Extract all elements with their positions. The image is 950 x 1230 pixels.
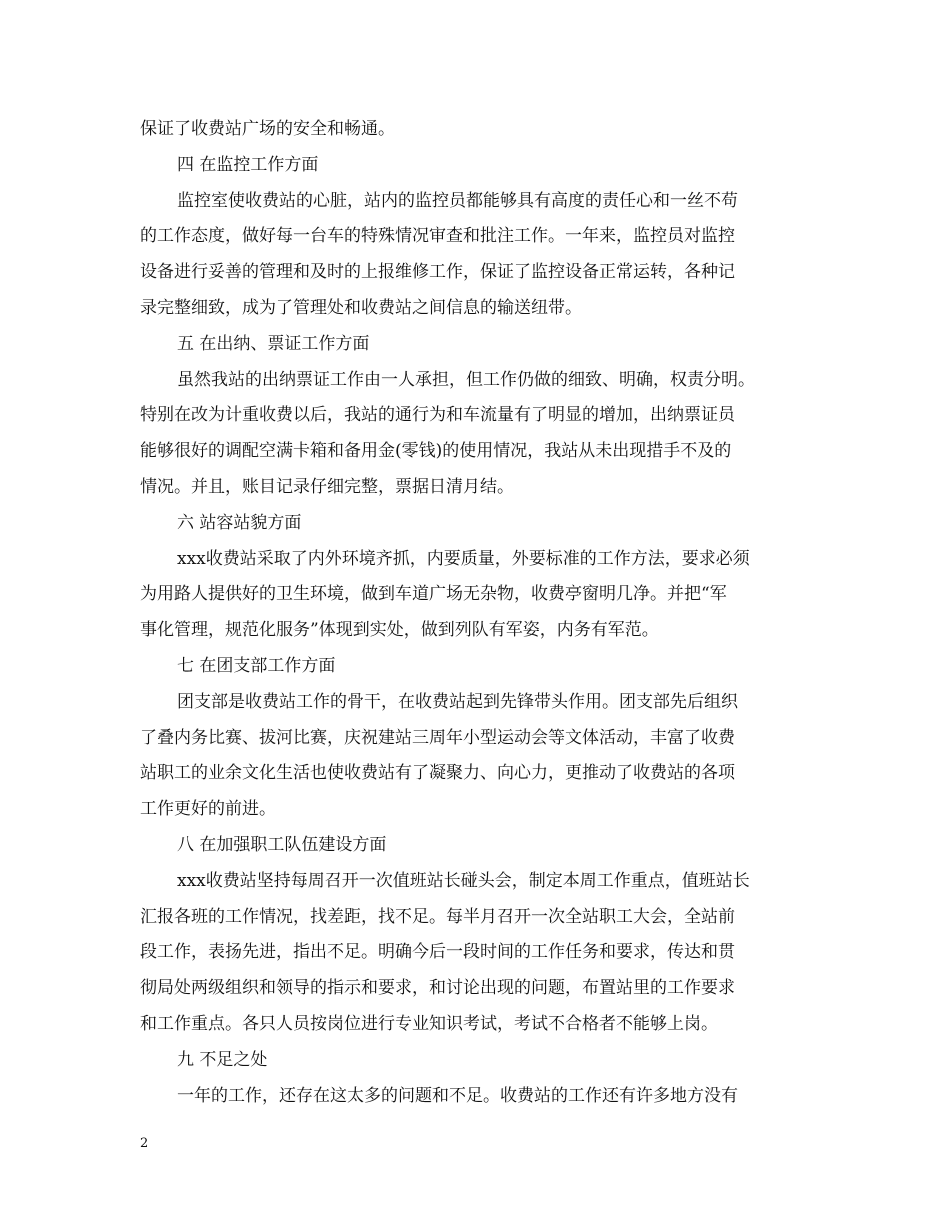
- text-line: 为用路人提供好的卫生环境，做到车道广场无杂物，收费亭窗明几净。并把“军: [140, 584, 727, 605]
- section-heading: 九 不足之处: [177, 1049, 268, 1070]
- text-line: 站职工的业余文化生活也使收费站有了凝聚力、向心力，更推动了收费站的各项: [140, 763, 735, 784]
- text-line: 保证了收费站广场的安全和畅通。: [140, 119, 395, 139]
- text-line: 一年的工作，还存在这太多的问题和不足。收费站的工作还有许多地方没有: [177, 1085, 738, 1106]
- text-line: 的工作态度，做好每一台车的特殊情况审查和批注工作。一年来，监控员对监控: [140, 226, 735, 247]
- text-line: 工作更好的前进。: [140, 799, 276, 820]
- text-line: 情况。并且，账目记录仔细完整，票据日清月结。: [140, 476, 514, 497]
- text-line: 录完整细致，成为了管理处和收费站之间信息的输送纽带。: [140, 297, 582, 318]
- section-heading: 八 在加强职工队伍建设方面: [177, 834, 387, 855]
- text-line: 团支部是收费站工作的骨干，在收费站起到先锋带头作用。团支部先后组织: [177, 691, 738, 712]
- text-line: 彻局处两级组织和领导的指示和要求，和讨论出现的问题，布置站里的工作要求: [140, 978, 735, 999]
- text-line: 事化管理，规范化服务”体现到实处，做到列队有军姿，内务有军范。: [140, 620, 659, 641]
- text-line: 设备进行妥善的管理和及时的上报维修工作，保证了监控设备正常运转，各种记: [140, 262, 735, 283]
- text-line: 和工作重点。各只人员按岗位进行专业知识考试，考试不合格者不能够上岗。: [140, 1013, 718, 1034]
- text-line: xxx收费站坚持每周召开一次值班站长碰头会，制定本周工作重点，值班站长: [177, 870, 750, 891]
- text-line: 监控室使收费站的心脏，站内的监控员都能够具有高度的责任心和一丝不苟: [177, 190, 738, 211]
- section-heading: 四 在监控工作方面: [177, 154, 319, 175]
- section-heading: 七 在团支部工作方面: [177, 655, 336, 676]
- text-line: 虽然我站的出纳票证工作由一人承担，但工作仍做的细致、明确，权责分明。: [177, 369, 755, 390]
- text-line: 能够很好的调配空满卡箱和备用金(零钱)的使用情况，我站从未出现措手不及的: [140, 441, 732, 462]
- section-heading: 五 在出纳、票证工作方面: [177, 333, 370, 354]
- text-line: 汇报各班的工作情况，找差距，找不足。每半月召开一次全站职工大会，全站前: [140, 906, 735, 927]
- text-line: 了叠内务比赛、拔河比赛，庆祝建站三周年小型运动会等文体活动，丰富了收费: [140, 727, 735, 748]
- page-number: 2: [140, 1136, 149, 1151]
- text-line: 特别在改为计重收费以后，我站的通行为和车流量有了明显的增加，出纳票证员: [140, 405, 735, 426]
- document-body: [140, 112, 820, 1114]
- text-line: 段工作，表扬先进，指出不足。明确今后一段时间的工作任务和要求，传达和贯: [140, 942, 735, 963]
- section-heading: 六 站容站貌方面: [177, 512, 302, 533]
- text-line: xxx收费站采取了内外环境齐抓，内要质量，外要标准的工作方法，要求必须: [177, 548, 750, 569]
